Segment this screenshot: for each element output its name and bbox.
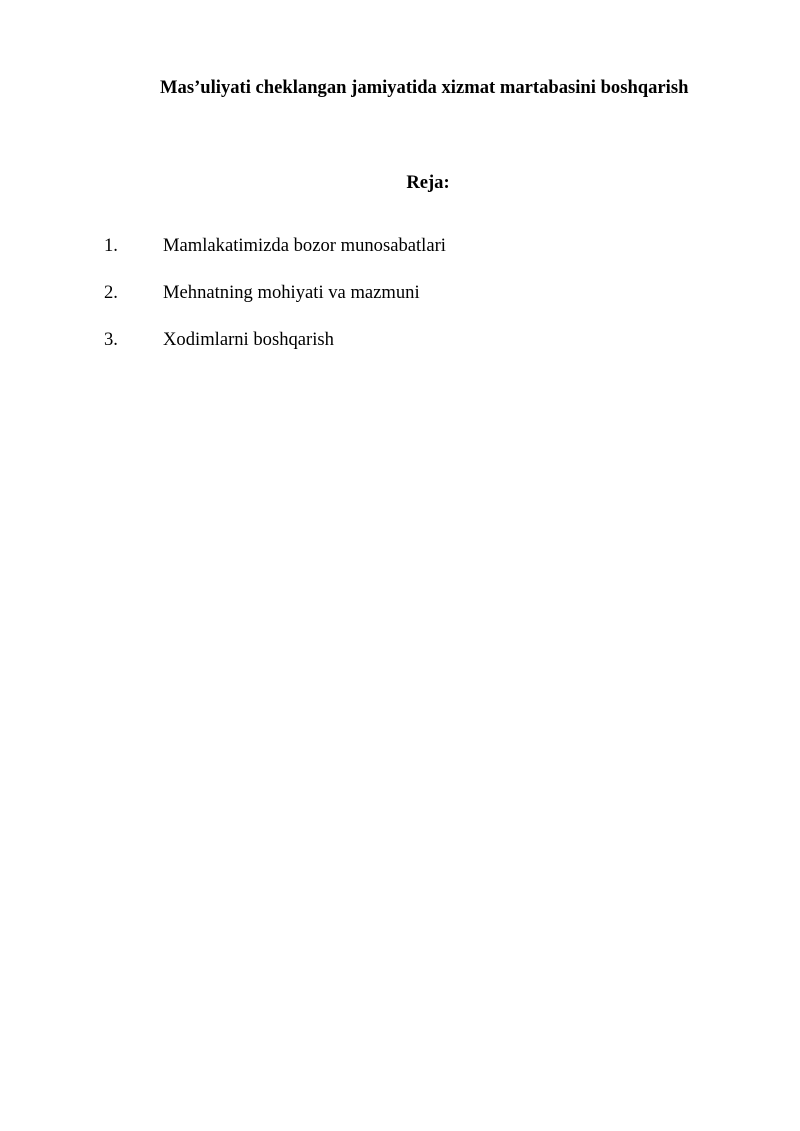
plan-item-text: Xodimlarni boshqarish (163, 329, 334, 350)
plan-heading: Reja: (406, 172, 450, 193)
document-title: Mas’uliyati cheklangan jamiyatida xizmat martabasini boshqarish (160, 77, 689, 98)
plan-item-number: 2. (104, 282, 118, 303)
plan-item-number: 3. (104, 329, 118, 350)
plan-item-number: 1. (104, 235, 118, 256)
plan-item-text: Mamlakatimizda bozor munosabatlari (163, 235, 446, 256)
plan-item-text: Mehnatning mohiyati va mazmuni (163, 282, 420, 303)
